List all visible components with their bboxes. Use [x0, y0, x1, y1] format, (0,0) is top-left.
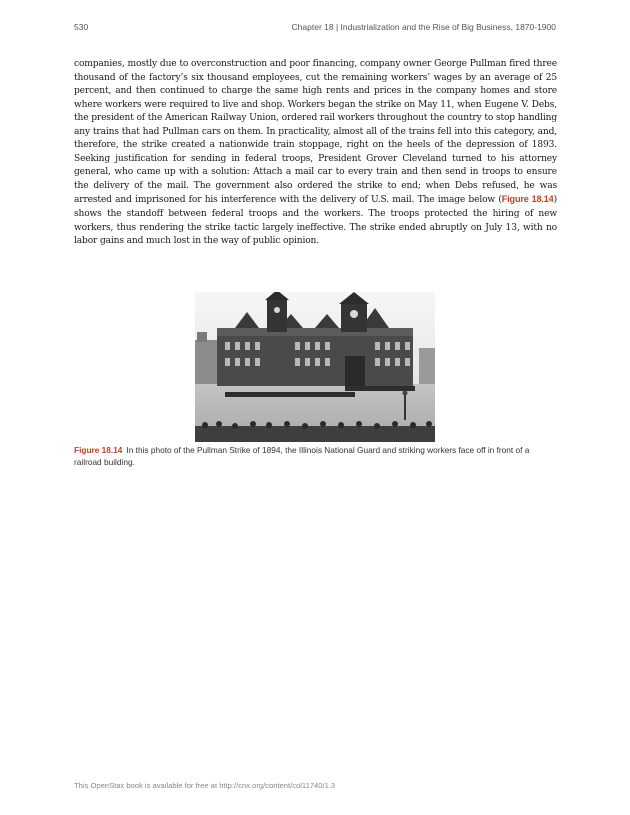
figure-caption — [74, 445, 557, 468]
paragraph-text-start: companies, mostly due to overconstruction and poor financing, company owner George Pullman fired three thousand of the factory’s six thousand employees, cut the remaining workers’ wages by an average of 25 percent, and then continued to charge the same high rents and prices in the company homes and store where workers were required to live and shop. Workers began the strike on May 11, when Eugene V. Debs, the president of the American Railway Union, ordered rail workers throughout the country to stop handling any trains that had Pullman cars on them. In practicality, almost all of the trains fell into this category, and, therefore, the strike created a nationwide train stoppage, right on the heels of the depression of 1893. Seeking justification for sending in federal troops, President Grover Cleveland turned to his attorney general, who came up with a solution: Attach a mail car to every train and then send in troops to ensure the delivery of the mail. The government also ordered the strike to end; when Debs refused, he was arrested and imprisoned for his interference with the delivery of U.S. mail. The image below ( — [74, 59, 557, 206]
pullman-strike-photo — [195, 292, 435, 442]
running-head: Chapter 18 | Industrialization and the Rise of Big Business, 1870-1900 — [291, 22, 556, 32]
caption-text: In this photo of the Pullman Strike of 1894, the Illinois National Guard and striking workers face off in front of a railroad building. — [74, 445, 530, 467]
figure-label: Figure 18.14 — [74, 445, 123, 455]
body-paragraph — [74, 58, 557, 249]
figure-link[interactable]: Figure 18.14 — [501, 194, 554, 205]
page-number: 530 — [74, 22, 89, 32]
footer-note: This OpenStax book is available for free at http://cnx.org/content/col11740/1.3 — [74, 781, 336, 790]
paragraph-text-end: ) shows the standoff between federal troops and the workers. The troops protected the hiring of new workers, thus rendering the strike tactic largely ineffective. The strike ended abruptly on July 13, with no labor gains and much lost in the way of public opinion. — [74, 195, 558, 247]
